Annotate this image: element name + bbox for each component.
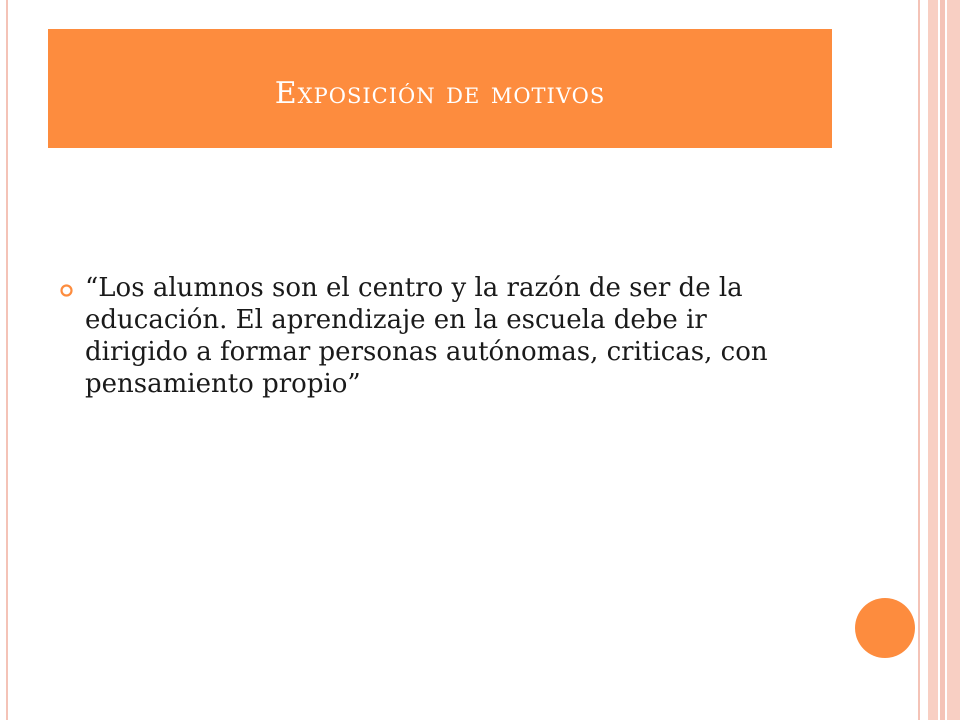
slide-title: Exposición de motivos [274, 76, 606, 111]
bullet-item [60, 272, 820, 400]
content-area [60, 272, 820, 400]
circle-bullet-icon [60, 284, 73, 297]
left-border-line [6, 0, 8, 720]
decorative-circle [855, 598, 915, 658]
right-decorative-stripes [918, 0, 960, 720]
bullet-text: “Los alumnos son el centro y la razón de ser de la educación. El aprendizaje en la escuela debe ir dirigido a formar personas autónomas, criticas, con pensamiento propio” [85, 273, 768, 399]
title-bar [48, 29, 832, 148]
stripe [928, 0, 938, 720]
stripe [947, 0, 960, 720]
stripe [920, 0, 928, 720]
